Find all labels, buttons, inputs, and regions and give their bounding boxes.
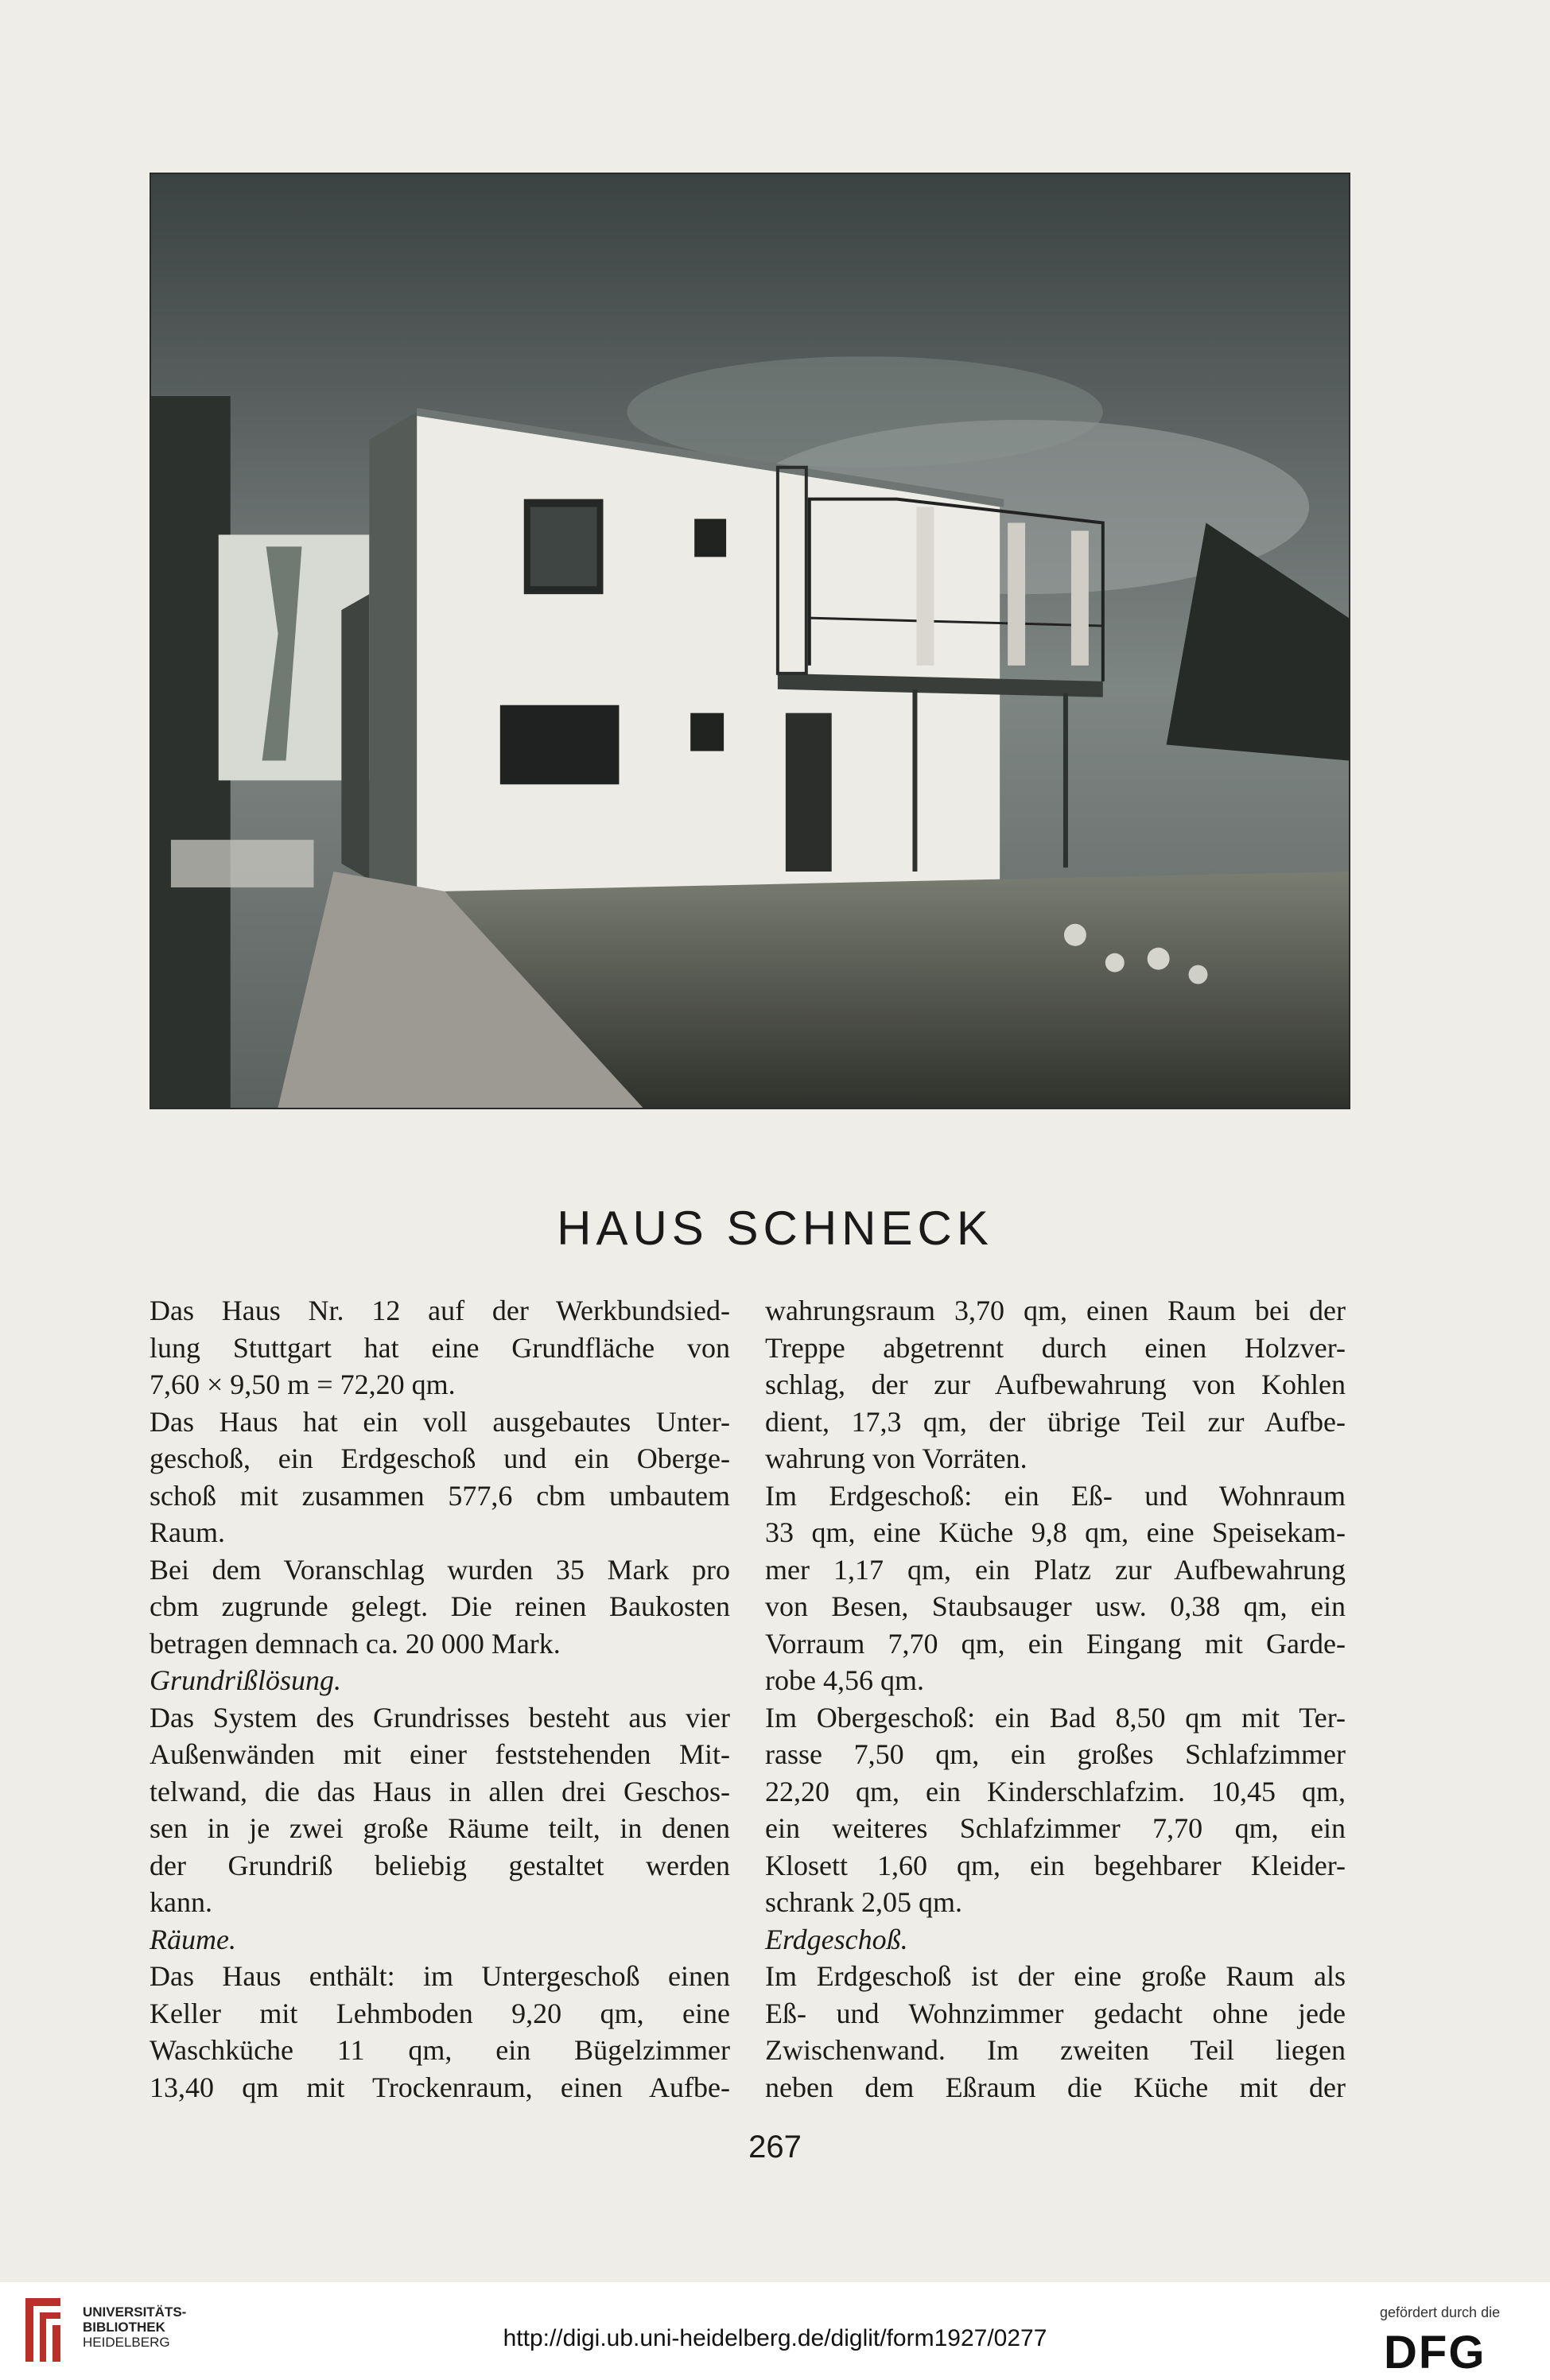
- dfg-logo[interactable]: DFG: [1384, 2327, 1486, 2378]
- text-line: schoß mit zusammen 577,6 cbm umbautem: [150, 1479, 730, 1512]
- text-line: 7,60 × 9,50 m = 72,20 qm.: [150, 1369, 456, 1400]
- text-line: Klosett 1,60 qm, ein begehbarer Kleider-: [765, 1849, 1346, 1881]
- text-line: betragen demnach ca. 20 000 Mark.: [150, 1627, 561, 1660]
- text-line: Keller mit Lehmboden 9,20 qm, eine: [150, 1997, 730, 2029]
- text-line: geschoß, ein Erdgeschoß und ein Oberge-: [150, 1442, 730, 1474]
- right-text-column: [765, 1292, 1346, 2106]
- text-line: Das Haus Nr. 12 auf der Werkbundsied-: [150, 1295, 730, 1326]
- text-line: Außenwänden mit einer feststehenden Mit-: [150, 1738, 730, 1770]
- text-line: von Besen, Staubsauger usw. 0,38 qm, ein: [765, 1590, 1346, 1622]
- text-line: schrank 2,05 qm.: [765, 1886, 962, 1918]
- text-line: schlag, der zur Aufbewahrung von Kohlen: [765, 1369, 1346, 1400]
- text-line: Waschküche 11 qm, ein Bügelzimmer: [150, 2034, 730, 2066]
- text-line: cbm zugrunde gelegt. Die reinen Baukosten: [150, 1590, 730, 1622]
- section-heading: Räume.: [150, 1923, 236, 1955]
- library-line-1: UNIVERSITÄTS-: [83, 2304, 187, 2320]
- page-number: 267: [748, 2130, 802, 2165]
- article-title: HAUS SCHNECK: [557, 1202, 993, 1255]
- text-line: Eß- und Wohnzimmer gedacht ohne jede: [765, 1997, 1346, 2029]
- text-line: telwand, die das Haus in allen drei Geschos-: [150, 1775, 730, 1807]
- text-line: Bei dem Voranschlag wurden 35 Mark pro: [150, 1553, 730, 1586]
- funded-by-label: gefördert durch die: [1380, 2304, 1501, 2320]
- text-line: wahrung von Vorräten.: [765, 1442, 1028, 1474]
- text-line: der Grundriß beliebig gestaltet werden: [150, 1849, 730, 1881]
- text-line: Das Haus hat ein voll ausgebautes Unter-: [150, 1405, 730, 1438]
- text-line: Raum.: [150, 1516, 225, 1548]
- text-line: ein weiteres Schlafzimmer 7,70 qm, ein: [765, 1812, 1346, 1844]
- text-line: Zwischenwand. Im zweiten Teil liegen: [765, 2034, 1346, 2066]
- text-line: neben dem Eßraum die Küche mit der: [765, 2071, 1346, 2103]
- text-line: rasse 7,50 qm, ein großes Schlafzimmer: [765, 1738, 1346, 1770]
- text-line: Das Haus enthält: im Untergeschoß einen: [150, 1960, 730, 1992]
- text-line: Treppe abgetrennt durch einen Holzver-: [765, 1331, 1346, 1364]
- text-line: kann.: [150, 1886, 212, 1918]
- text-line: Vorraum 7,70 qm, ein Eingang mit Garde-: [765, 1627, 1346, 1660]
- text-line: Das System des Grundrisses besteht aus vier: [150, 1701, 730, 1734]
- text-line: 33 qm, eine Küche 9,8 qm, eine Speisekam-: [765, 1516, 1346, 1548]
- text-line: mer 1,17 qm, ein Platz zur Aufbewahrung: [765, 1553, 1346, 1586]
- text-line: 13,40 qm mit Trockenraum, einen Aufbe-: [150, 2071, 730, 2103]
- left-text-column: [150, 1292, 730, 2106]
- text-line: Im Erdgeschoß: ein Eß- und Wohnraum: [765, 1479, 1346, 1512]
- section-heading: Erdgeschoß.: [765, 1923, 908, 1955]
- house-photograph: [150, 173, 1350, 1109]
- library-line-2: BIBLIOTHEK: [83, 2320, 165, 2335]
- library-line-3: HEIDELBERG: [83, 2335, 170, 2350]
- text-line: lung Stuttgart hat eine Grundfläche von: [150, 1331, 730, 1364]
- text-line: Im Obergeschoß: ein Bad 8,50 qm mit Ter-: [765, 1701, 1346, 1734]
- section-heading: Grundrißlösung.: [150, 1664, 342, 1696]
- text-line: 22,20 qm, ein Kinderschlafzim. 10,45 qm,: [765, 1775, 1346, 1807]
- text-line: wahrungsraum 3,70 qm, einen Raum bei der: [765, 1295, 1346, 1326]
- text-line: Im Erdgeschoß ist der eine große Raum als: [765, 1960, 1346, 1992]
- source-url-link[interactable]: http://digi.ub.uni-heidelberg.de/diglit/form1927/0277: [503, 2325, 1047, 2351]
- text-line: dient, 17,3 qm, der übrige Teil zur Aufbe-: [765, 1405, 1346, 1438]
- text-line: robe 4,56 qm.: [765, 1664, 924, 1696]
- text-line: sen in je zwei große Räume teilt, in denen: [150, 1812, 730, 1844]
